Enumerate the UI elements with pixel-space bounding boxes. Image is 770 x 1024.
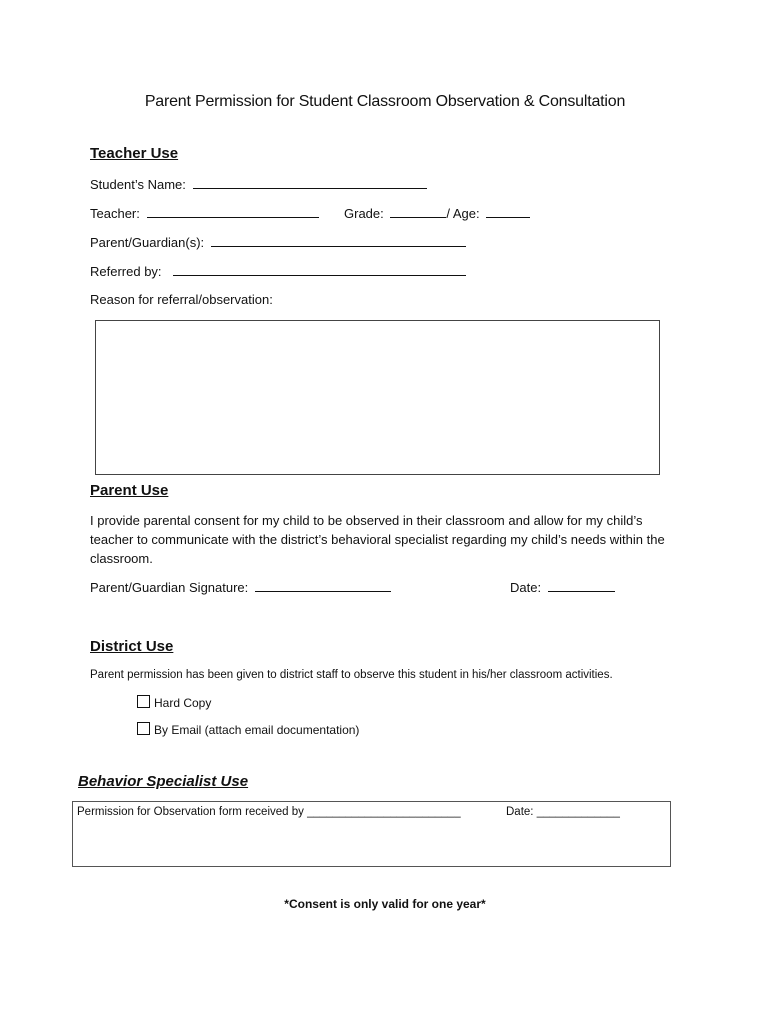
email-option[interactable]	[137, 722, 359, 737]
parent-guardian-field[interactable]	[211, 234, 466, 247]
parent-date-field[interactable]	[548, 579, 615, 592]
parent-use-heading: Parent Use	[90, 482, 169, 499]
signature-field[interactable]	[255, 579, 391, 592]
referred-by-label: Referred by:	[90, 264, 162, 279]
student-name-label: Student’s Name:	[90, 177, 186, 192]
signature-row	[90, 579, 391, 595]
hard-copy-option[interactable]	[137, 695, 211, 710]
student-name-row	[90, 176, 427, 192]
parent-guardian-row	[90, 234, 466, 250]
hard-copy-label: Hard Copy	[154, 696, 212, 710]
specialist-date-row	[506, 806, 620, 818]
parent-date-label: Date:	[510, 580, 542, 595]
received-row	[77, 806, 461, 818]
teacher-label: Teacher:	[90, 206, 140, 221]
parent-guardian-label: Parent/Guardian(s):	[90, 235, 205, 250]
teacher-use-heading: Teacher Use	[90, 145, 179, 162]
grade-label: Grade:	[344, 206, 384, 221]
student-name-field[interactable]	[193, 176, 427, 189]
signature-label: Parent/Guardian Signature:	[90, 580, 249, 595]
age-field[interactable]	[486, 205, 530, 218]
specialist-date-label: Date:	[506, 806, 534, 818]
district-statement: Parent permission has been given to district staff to observe this student in his/her classroom activities.	[90, 669, 613, 681]
email-label: By Email (attach email documentation)	[154, 723, 360, 737]
behavior-specialist-heading: Behavior Specialist Use	[78, 773, 249, 790]
consent-validity-note: *Consent is only valid for one year*	[284, 897, 486, 911]
specialist-date-field[interactable]: _____________	[536, 806, 620, 818]
received-field[interactable]: ________________________	[307, 806, 461, 818]
age-label: / Age:	[446, 206, 480, 221]
referred-by-field[interactable]	[173, 263, 466, 276]
reason-textbox[interactable]	[95, 320, 660, 475]
parent-date-row	[510, 579, 615, 595]
reason-label: Reason for referral/observation:	[90, 292, 273, 307]
grade-field[interactable]	[390, 205, 446, 218]
district-use-heading: District Use	[90, 638, 174, 655]
grade-age-row	[344, 205, 530, 221]
received-label: Permission for Observation form received by	[77, 806, 304, 818]
teacher-field[interactable]	[147, 205, 319, 218]
referred-by-row	[90, 263, 466, 279]
email-checkbox[interactable]	[137, 722, 150, 735]
teacher-row	[90, 205, 319, 221]
consent-paragraph: I provide parental consent for my child to be observed in their classroom and allow for my child’s teacher to communicate with the district’s behavioral specialist regarding my child’s needs within the classroom.	[90, 513, 665, 566]
form-title: Parent Permission for Student Classroom Observation & Consultation	[144, 93, 626, 110]
hard-copy-checkbox[interactable]	[137, 695, 150, 708]
